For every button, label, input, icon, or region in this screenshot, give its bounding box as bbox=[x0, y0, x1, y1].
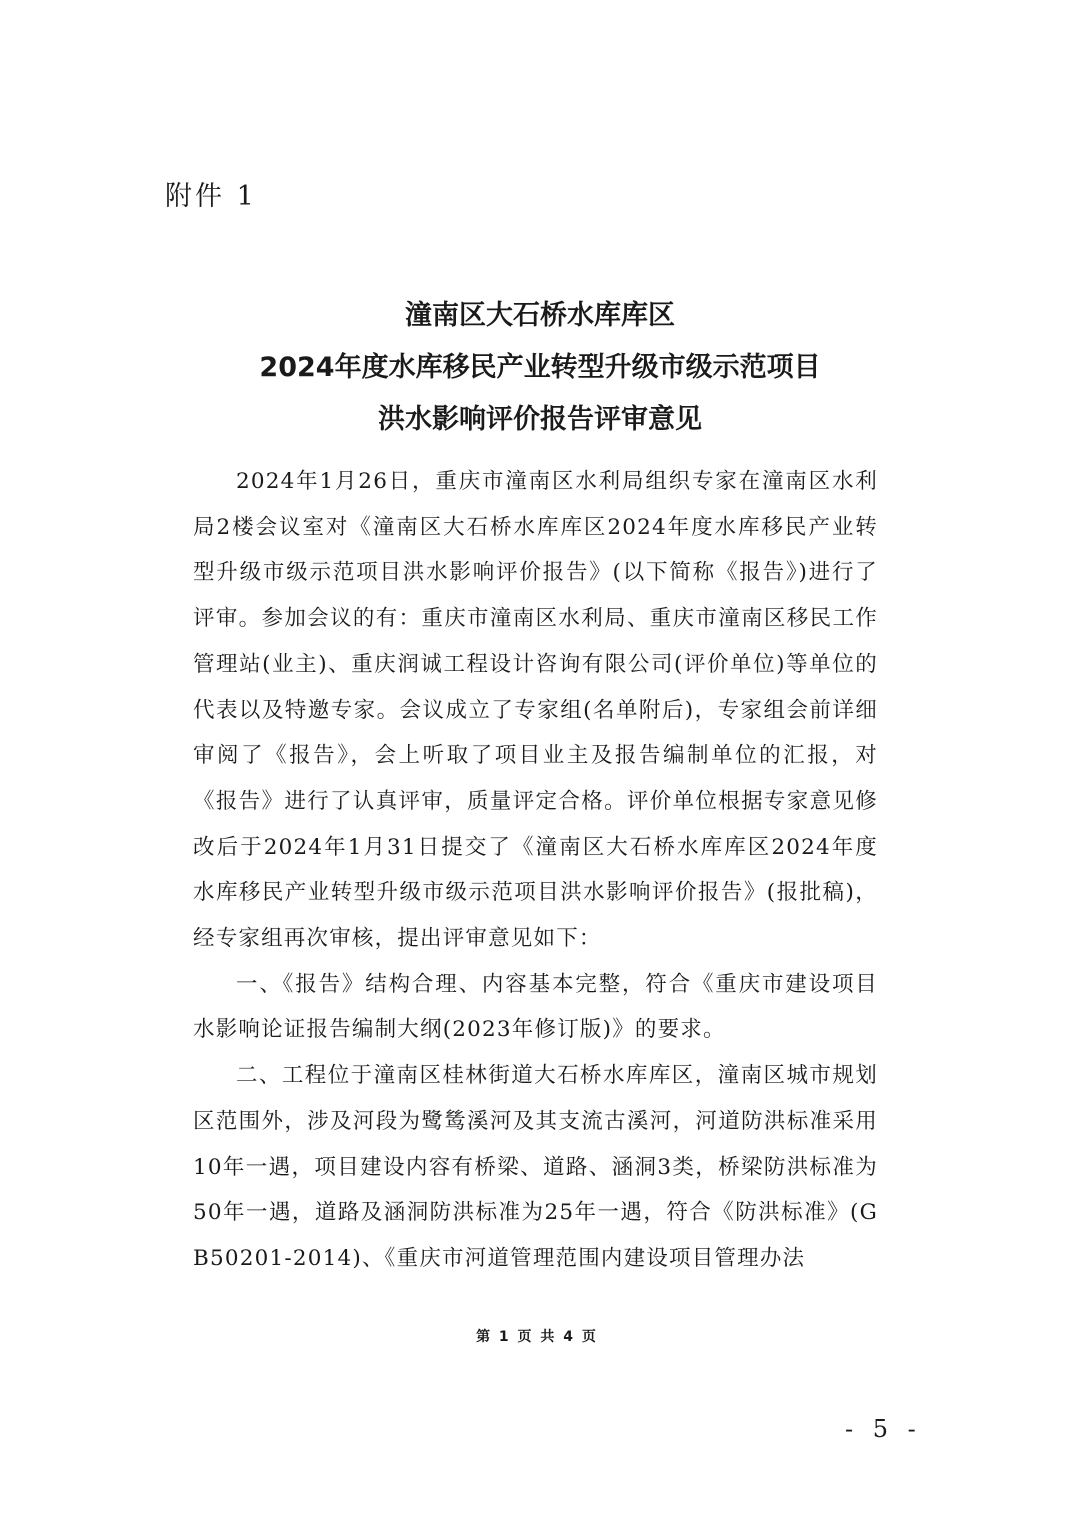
attachment-label: 附件 1 bbox=[165, 181, 257, 212]
paragraph-opinion-1: 一、《报告》结构合理、内容基本完整，符合《重庆市建设项目水影响论证报告编制大纲(2023年修订版)》的要求。 bbox=[193, 971, 878, 1043]
title-line-2: 2024年度水库移民产业转型升级市级示范项目 bbox=[259, 352, 821, 383]
body-text bbox=[193, 459, 878, 1282]
title-line-3: 洪水影响评价报告评审意见 bbox=[378, 404, 702, 435]
title-line-1: 潼南区大石桥水库库区 bbox=[405, 300, 675, 331]
page-number: - 5 - bbox=[845, 1415, 922, 1443]
document-title bbox=[180, 290, 900, 446]
paragraph-opinion-2: 二、工程位于潼南区桂林街道大石桥水库库区，潼南区城市规划区范围外，涉及河段为鹭鸶溪河及其支流古溪河，河道防洪标准采用10年一遇，项目建设内容有桥梁、道路、涵洞3类，桥梁防洪标准为50年一遇，道路及涵洞防洪标准为25年一遇，符合《防洪标准》(GB50201-2014)、《重庆市河道管理范围内建设项目管理办法 bbox=[193, 1063, 878, 1271]
page-counter: 第 1 页 共 4 页 bbox=[476, 1329, 598, 1345]
paragraph-intro: 2024年1月26日，重庆市潼南区水利局组织专家在潼南区水利局2楼会议室对《潼南区大石桥水库库区2024年度水库移民产业转型升级市级示范项目洪水影响评价报告》(以下简称《报告》)进行了评审。参加会议的有：重庆市潼南区水利局、重庆市潼南区移民工作管理站(业主)、重庆润诚工程设计咨询有限公司(评价单位)等单位的代表以及特邀专家。会议成立了专家组(名单附后)，专家组会前详细审阅了《报告》，会上听取了项目业主及报告编制单位的汇报，对《报告》进行了认真评审，质量评定合格。评价单位根据专家意见修改后于2024年1月31日提交了《潼南区大石桥水库库区2024年度水库移民产业转型升级市级示范项目洪水影响评价报告》(报批稿)，经专家组再次审核，提出评审意见如下： bbox=[193, 469, 878, 952]
